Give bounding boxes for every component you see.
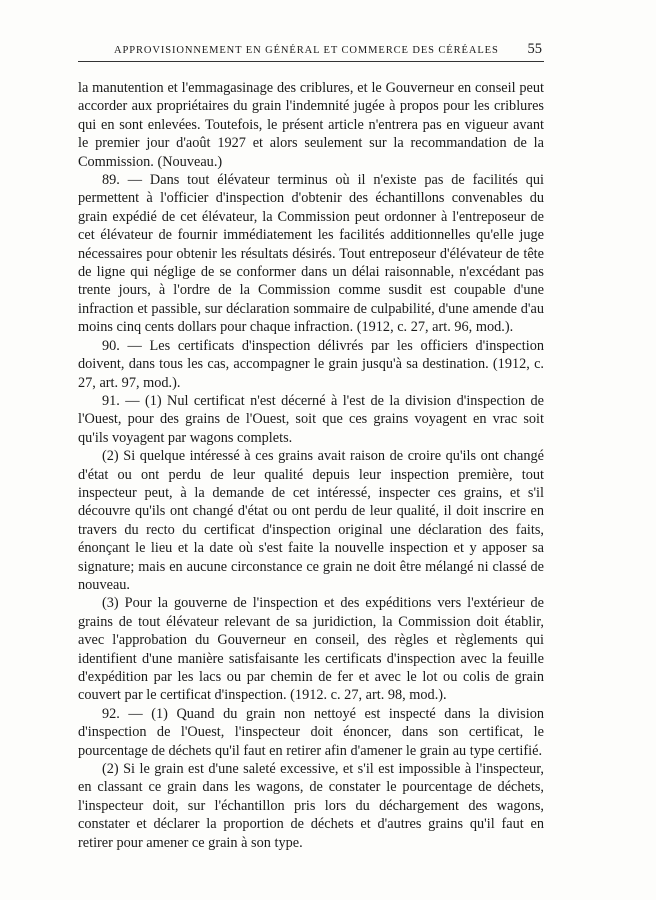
paragraph-section-89: 89. — Dans tout élévateur terminus où il n'existe pas de facilités qui permettent à l'officier d'inspection d'obtenir des échantillons convenables du grain expédié de cet élévateur, la Commission peut ordonner à l'entreposeur de cet élévateur de fournir immédiatement les facilités additionnelles qu'elle juge nécessaires pour obtenir les résultats désirés. Tout entreposeur d'élévateur de tête de ligne qui néglige de se conformer dans un délai raisonnable, n'excédant pas trente jours, à l'ordre de la Commission comme susdit est coupable d'une infraction et passible, sur déclaration sommaire de culpabilité, d'une amende d'au moins cinq cents dollars pour chaque infraction. (1912, c. 27, art. 96, mod.). — [78, 172, 544, 336]
page-body — [78, 79, 544, 852]
paragraph-continuation: la manutention et l'emmagasinage des criblures, et le Gouverneur en conseil peut accorder aux propriétaires du grain l'indemnité jugée à propos pour les criblures qui en sont enlevées. Toutefois, le présent article n'entrera pas en vigueur avant le premier jour d'août 1927 et alors seulement sur la recommandation de la Commission. (Nouveau.) — [78, 80, 544, 170]
paragraph-section-92-2: (2) Si le grain est d'une saleté excessive, et s'il est impossible à l'inspecteur, en classant ce grain dans les wagons, de constater le pourcentage de déchets, l'inspecteur doit, sur l'échantillon pris lors du déchargement des wagons, constater et déclarer la proportion de déchets et d'autres grains qu'il faut en retirer pour amener ce grain à son type. — [78, 761, 544, 851]
paragraph-section-92-1: 92. — (1) Quand du grain non nettoyé est inspecté dans la division d'inspection de l'Ouest, l'inspecteur doit énoncer, dans son certificat, le pourcentage de déchets qu'il faut en retirer afin d'amener le grain au type certifié. — [78, 705, 544, 759]
paragraph-section-91-3: (3) Pour la gouverne de l'inspection et des expéditions vers l'extérieur de grains de tout élévateur relevant de sa juridiction, la Commission doit établir, avec l'approbation du Gouverneur en conseil, des règles et règlements qui identifient d'une manière satisfaisante les certificats d'inspection avec la feuille d'expédition par les lacs ou par chemin de fer et avec le lot ou colis de grain couvert par le certificat d'inspection. (1912. c. 27, art. 98, mod.). — [78, 595, 544, 704]
paragraph-section-90: 90. — Les certificats d'inspection délivrés par les officiers d'inspection doivent, dans tous les cas, accompagner le grain jusqu'à sa destination. (1912, c. 27, art. 97, mod.). — [78, 337, 544, 391]
running-header — [78, 40, 544, 64]
page-number: 55 — [527, 41, 542, 57]
running-header-title: APPROVISIONNEMENT EN GÉNÉRAL ET COMMERCE DES CÉRÉALES — [114, 45, 499, 56]
header-rule — [78, 61, 544, 62]
paragraph-section-91-1: 91. — (1) Nul certificat n'est décerné à l'est de la division d'inspection de l'Ouest, pour des grains de l'Ouest, soit que ces grains voyagent en vrac soit qu'ils voyagent par wagons complets. — [78, 392, 544, 446]
paragraph-section-91-2: (2) Si quelque intéressé à ces grains avait raison de croire qu'ils ont changé d'état ou ont perdu de leur qualité depuis leur inspection première, tout inspecteur peut, à la demande de cet intéressé, inspecter ces grains, et s'il découvre qu'ils ont changé d'état ou ont perdu de leur qualité, il doit inscrire en travers du recto du certificat d'inspection original une déclaration des faits, énonçant le lieu et la date où s'est faite la nouvelle inspection et y apposer sa signature; mais en aucune circonstance ce grain ne doit être mélangé ni classé de nouveau. — [78, 448, 544, 593]
